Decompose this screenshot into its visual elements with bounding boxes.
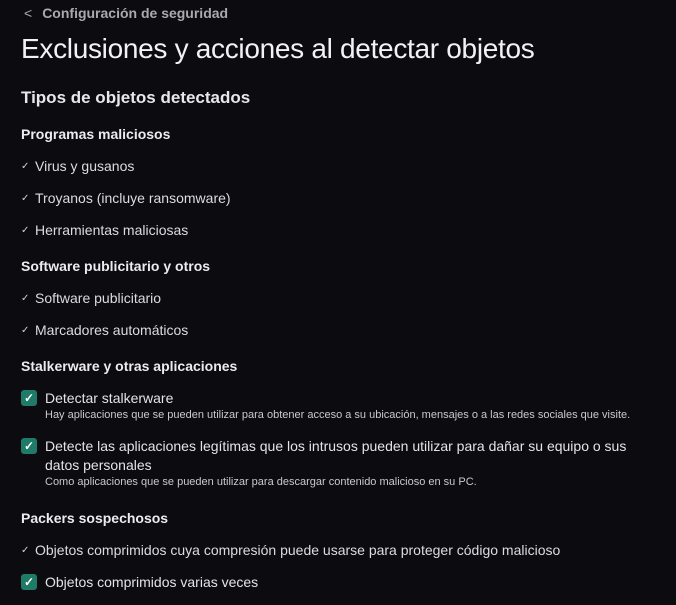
check-icon: ✓ [21,292,30,304]
checkbox-checked-icon[interactable]: ✓ [21,574,37,590]
group-title: Programas maliciosos [21,126,171,142]
checkbox-detect-legit-apps[interactable]: ✓ Detecte las aplicaciones legítimas que los intrusos pueden utilizar para dañar su equipo o sus datos personales Como aplicaciones que se pueden utilizar para descargar contenido malicioso en su PC. [21,437,661,490]
group-title: Stalkerware y otras aplicaciones [21,358,238,374]
list-item: ✓ Marcadores automáticos [21,322,189,338]
section-title: Tipos de objetos detectados [21,88,251,107]
group-title: Software publicitario y otros [21,258,211,274]
check-icon: ✓ [21,324,30,336]
checkbox-detect-stalkerware[interactable]: ✓ Detectar stalkerware Hay aplicaciones que se pueden utilizar para obtener acceso a su ubicación, mensajes o a las redes sociales que visite. [21,389,630,423]
list-item: ✓ Software publicitario [21,290,162,306]
check-icon: ✓ [21,544,30,556]
check-icon: ✓ [21,224,30,236]
list-item: ✓ Objetos comprimidos cuya compresión puede usarse para proteger código malicioso [21,542,561,558]
list-item: ✓ Virus y gusanos [21,158,135,174]
checkbox-checked-icon[interactable]: ✓ [21,438,37,454]
check-icon: ✓ [21,160,30,172]
group-title: Packers sospechosos [21,510,169,526]
list-item: ✓ Herramientas maliciosas [21,222,189,238]
chevron-left-icon: < [24,5,33,21]
page-title: Exclusiones y acciones al detectar objetos [21,33,535,64]
checkbox-checked-icon[interactable]: ✓ [21,390,37,406]
list-item: ✓ Troyanos (incluye ransomware) [21,190,231,206]
check-icon: ✓ [21,192,30,204]
back-link[interactable] [24,5,228,21]
back-label: Configuración de seguridad [42,5,229,21]
checkbox-multi-packed[interactable]: ✓ Objetos comprimidos varias veces [21,573,258,592]
